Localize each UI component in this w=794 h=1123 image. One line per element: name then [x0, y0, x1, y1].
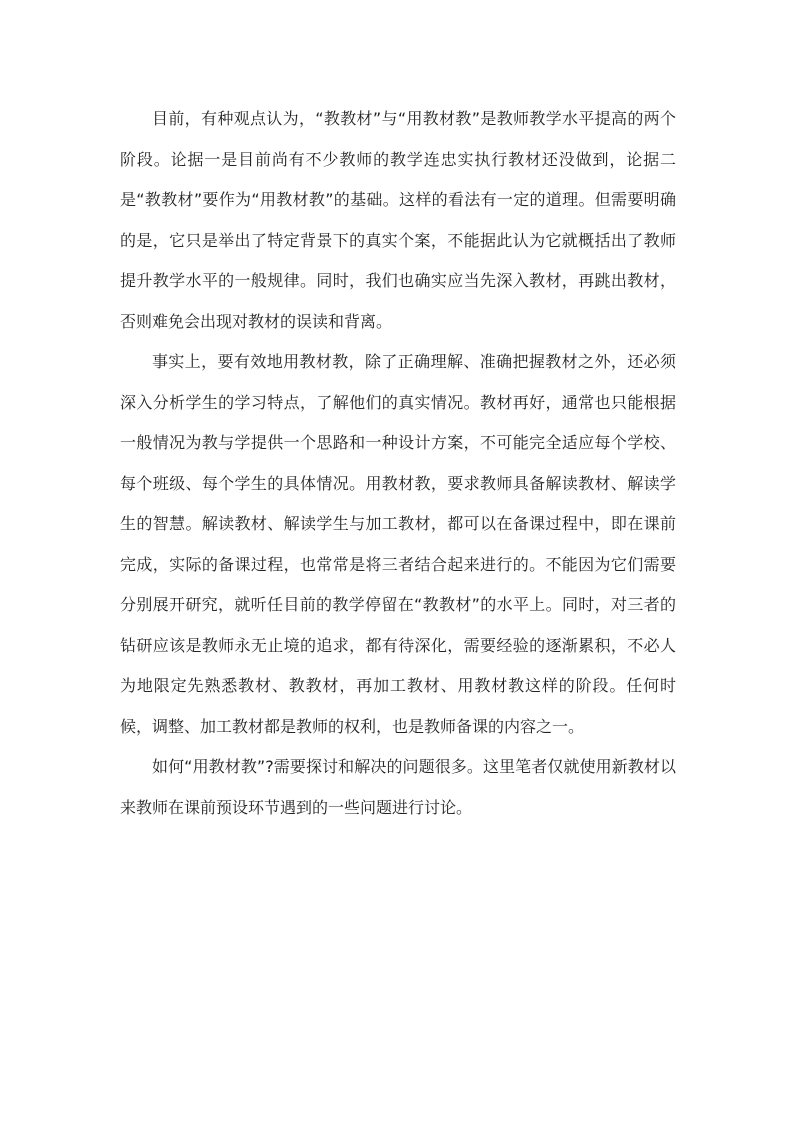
paragraph-2: 事实上，要有效地用教材教，除了正确理解、准确把握教材之外，还必须深入分析学生的学习特点，了解他们的真实情况。教材再好，通常也只能根据一般情况为教与学提供一个思路和一种设计方案，不可能完全适应每个学校、每个班级、每个学生的具体情况。用教材教，要求教师具备解读教材、解读学生的智慧。解读教材、解读学生与加工教材，都可以在备课过程中，即在课前完成，实际的备课过程，也常常是将三者结合起来进行的。不能因为它们需要分别展开研究，就听任目前的教学停留在“教教材”的水平上。同时，对三者的钻研应该是教师永无止境的追求，都有待深化，需要经验的逐渐累积，不必人为地限定先熟悉教材、教教材，再加工教材、用教材教这样的阶段。任何时候，调整、加工教材都是教师的权利，也是教师备课的内容之一。 — [120, 352, 676, 736]
paragraph-1: 目前，有种观点认为，“教教材”与“用教材教”是教师教学水平提高的两个阶段。论据一是目前尚有不少教师的教学连忠实执行教材还没做到，论据二是“教教材”要作为“用教材教”的基础。这样的看法有一定的道理。但需要明确的是，它只是举出了特定背景下的真实个案，不能据此认为它就概括出了教师提升教学水平的一般规律。同时，我们也确实应当先深入教材，再跳出教材，否则难免会出现对教材的误读和背离。 — [120, 109, 676, 331]
body-text — [120, 99, 676, 828]
paragraph-3: 如何“用教材教”?需要探讨和解决的问题很多。这里笔者仅就使用新教材以来教师在课前预设环节遇到的一些问题进行讨论。 — [120, 757, 676, 817]
